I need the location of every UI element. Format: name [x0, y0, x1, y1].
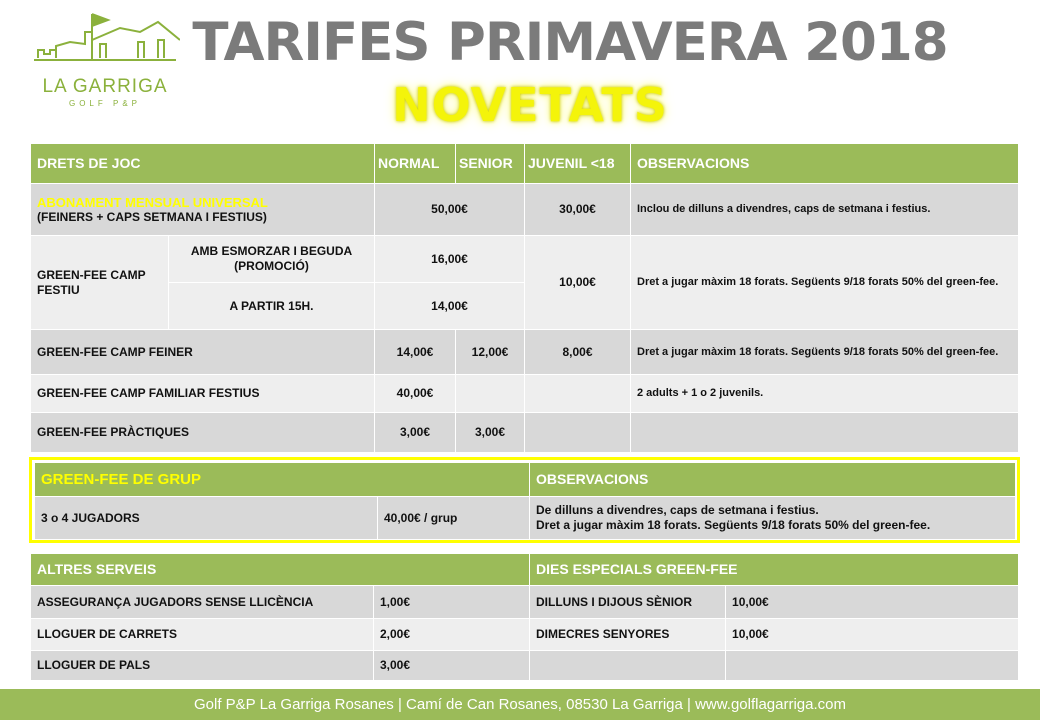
- logo: [30, 10, 180, 110]
- monthly-junior-price: 30,00€: [525, 184, 631, 236]
- monthly-label-cell: [31, 184, 375, 236]
- weekday-obs: Dret a jugar màxim 18 forats. Següents 9/18 forats 50% del green-fee.: [631, 330, 1019, 375]
- header-senior: SENIOR: [456, 144, 525, 184]
- weekday-junior-price: 8,00€: [525, 330, 631, 375]
- table-row: [31, 651, 1019, 681]
- group-obs-cell: [530, 497, 1016, 540]
- weekday-normal-price: 14,00€: [375, 330, 456, 375]
- header-junior: JUVENIL <18: [525, 144, 631, 184]
- special-days-header: DIES ESPECIALS GREEN-FEE: [530, 554, 1019, 586]
- group-obs-header: OBSERVACIONS: [530, 463, 1016, 497]
- table-row: [31, 236, 1019, 283]
- family-label: GREEN-FEE CAMP FAMILIAR FESTIUS: [31, 375, 375, 413]
- group-obs-line-2: Dret a jugar màxim 18 forats. Següents 9/18 forats 50% del green-fee.: [536, 518, 931, 532]
- service-label: LLOGUER DE CARRETS: [31, 619, 374, 651]
- page-subtitle: NOVETATS: [392, 78, 668, 132]
- group-label: 3 o 4 JUGADORS: [35, 497, 378, 540]
- practice-label: GREEN-FEE PRÀCTIQUES: [31, 413, 375, 453]
- group-obs-line-1: De dilluns a divendres, caps de setmana i festius.: [536, 503, 819, 517]
- logo-subtitle: GOLF P&P: [68, 99, 141, 108]
- holiday-option-breakfast: AMB ESMORZAR I BEGUDA (PROMOCIÓ): [169, 236, 375, 283]
- header-rights: DRETS DE JOC: [31, 144, 375, 184]
- rates-header-row: [31, 144, 1019, 184]
- empty-cell: [456, 375, 525, 413]
- service-label: LLOGUER DE PALS: [31, 651, 374, 681]
- empty-cell: [530, 651, 726, 681]
- weekday-label: GREEN-FEE CAMP FEINER: [31, 330, 375, 375]
- empty-cell: [631, 413, 1019, 453]
- group-table: [34, 462, 1016, 540]
- practice-normal-price: 3,00€: [375, 413, 456, 453]
- practice-senior-price: 3,00€: [456, 413, 525, 453]
- holiday-option-breakfast-price: 16,00€: [375, 236, 525, 283]
- service-price: 2,00€: [374, 619, 530, 651]
- holiday-junior-price: 10,00€: [525, 236, 631, 330]
- weekday-senior-price: 12,00€: [456, 330, 525, 375]
- services-header-row: [31, 554, 1019, 586]
- table-row: [31, 619, 1019, 651]
- table-row: [35, 497, 1016, 540]
- holiday-option-afternoon: A PARTIR 15H.: [169, 283, 375, 330]
- holiday-label: GREEN-FEE CAMP FESTIU: [31, 236, 169, 330]
- table-row: [31, 375, 1019, 413]
- special-day-price: 10,00€: [726, 619, 1019, 651]
- group-header: GREEN-FEE DE GRUP: [35, 463, 530, 497]
- special-day-price: 10,00€: [726, 586, 1019, 619]
- service-price: 3,00€: [374, 651, 530, 681]
- service-label: ASSEGURANÇA JUGADORS SENSE LLICÈNCIA: [31, 586, 374, 619]
- table-row: [31, 586, 1019, 619]
- holiday-obs: Dret a jugar màxim 18 forats. Següents 9/18 forats 50% del green-fee.: [631, 236, 1019, 330]
- empty-cell: [525, 375, 631, 413]
- monthly-title: ABONAMENT MENSUAL UNIVERSAL: [37, 194, 268, 210]
- table-row: [31, 330, 1019, 375]
- group-table-frame: [29, 457, 1020, 543]
- family-normal-price: 40,00€: [375, 375, 456, 413]
- special-day-label: DIMECRES SENYORES: [530, 619, 726, 651]
- logo-name: LA GARRIGA: [42, 76, 168, 97]
- special-day-label: DILLUNS I DIJOUS SÈNIOR: [530, 586, 726, 619]
- table-row: [31, 413, 1019, 453]
- family-obs: 2 adults + 1 o 2 juvenils.: [631, 375, 1019, 413]
- empty-cell: [525, 413, 631, 453]
- empty-cell: [726, 651, 1019, 681]
- page-title: TARIFES PRIMAVERA 2018: [192, 12, 948, 73]
- header-observations: OBSERVACIONS: [631, 144, 1019, 184]
- group-header-row: [35, 463, 1016, 497]
- footer: Golf P&P La Garriga Rosanes | Camí de Can Rosanes, 08530 La Garriga | www.golflagarriga.com: [0, 689, 1040, 720]
- table-row: [31, 184, 1019, 236]
- services-table: [30, 553, 1019, 681]
- monthly-obs: Inclou de dilluns a divendres, caps de setmana i festius.: [631, 184, 1019, 236]
- group-price: 40,00€ / grup: [378, 497, 530, 540]
- monthly-price: 50,00€: [375, 184, 525, 236]
- castle-logo-icon: [30, 10, 180, 78]
- header-normal: NORMAL: [375, 144, 456, 184]
- service-price: 1,00€: [374, 586, 530, 619]
- holiday-option-afternoon-price: 14,00€: [375, 283, 525, 330]
- services-header: ALTRES SERVEIS: [31, 554, 530, 586]
- rates-table: [30, 143, 1019, 453]
- monthly-detail: (FEINERS + CAPS SETMANA I FESTIUS): [37, 209, 267, 224]
